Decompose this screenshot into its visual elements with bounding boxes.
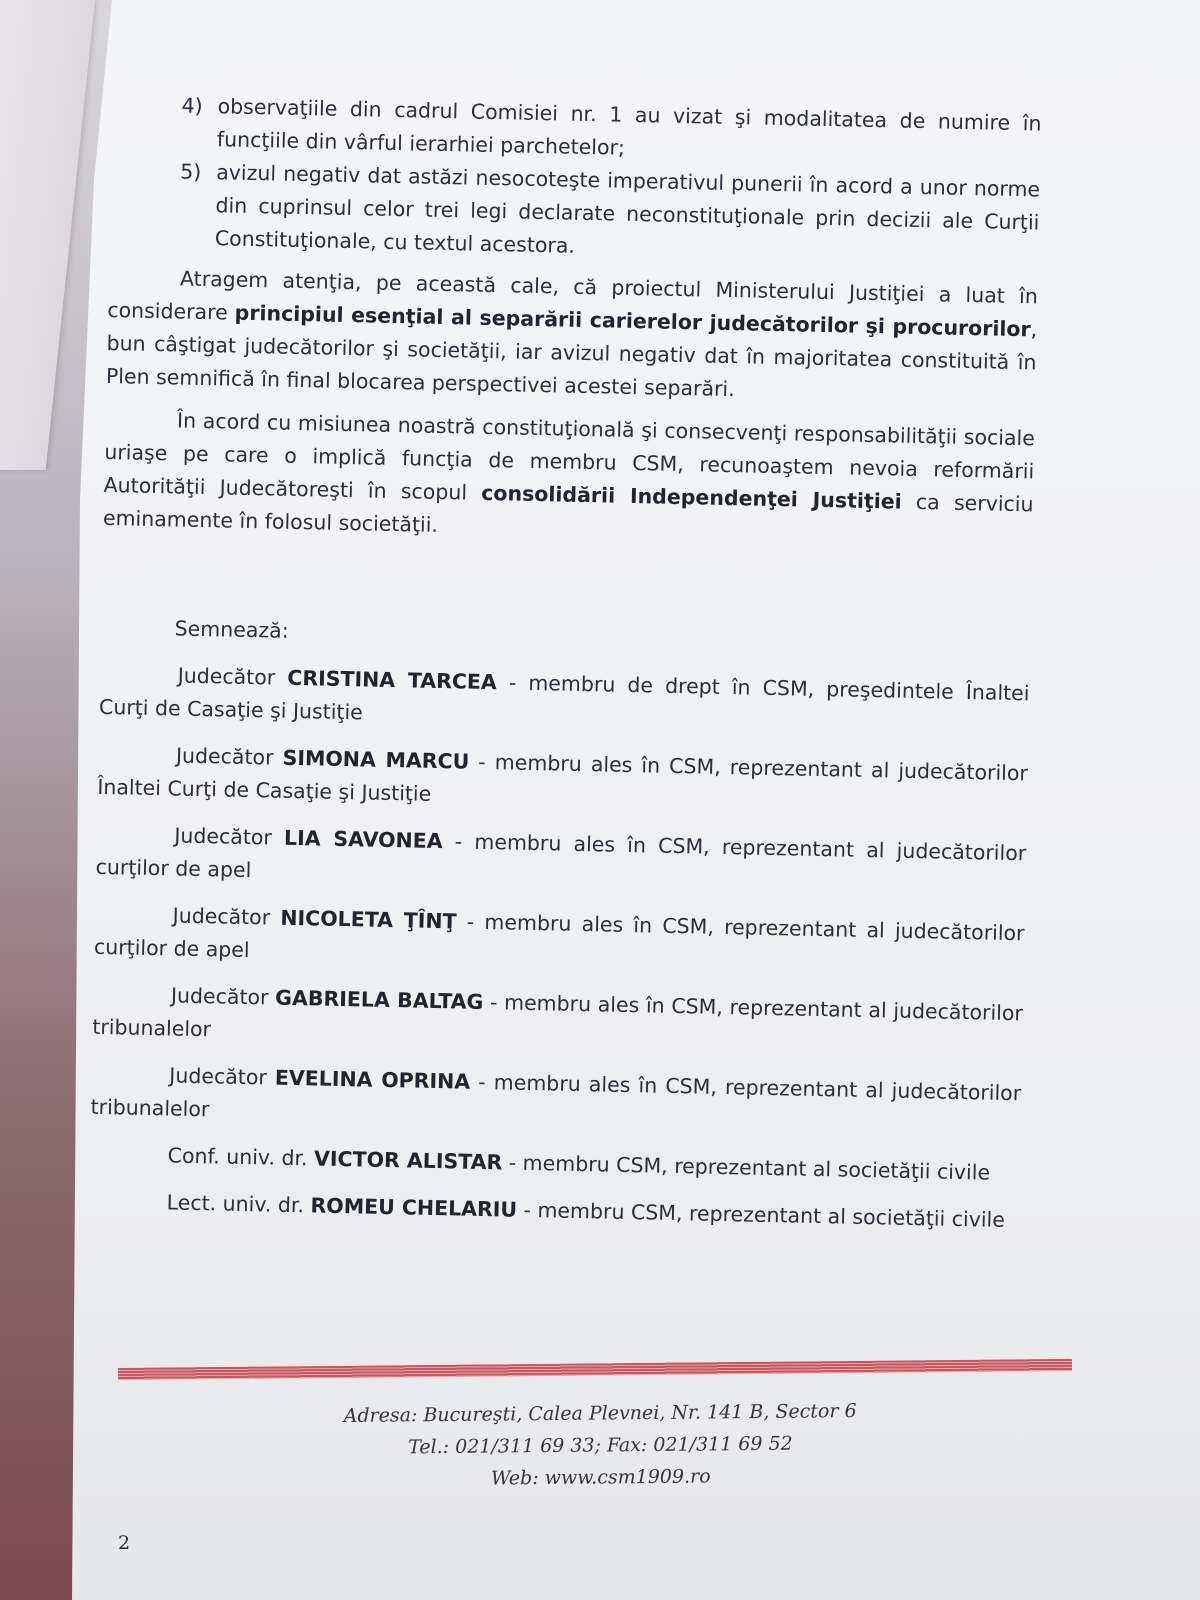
footer-address: Adresa: Bucureşti, Calea Plevnei, Nr. 141 B, Sector 6	[343, 1400, 857, 1427]
signatory-role: - membru ales în CSM, reprezentant al judecătorilor curţilor de apel	[95, 829, 1027, 883]
signatory-title: Judecător	[177, 663, 288, 690]
signatory-role: - membru ales în CSM, reprezentant al judecătorilor tribunalelor	[90, 1069, 1022, 1122]
sign-heading: Semnează:	[174, 616, 289, 643]
signatory-name: SIMONA MARCU	[282, 745, 470, 774]
signatory-5	[92, 978, 1023, 1063]
paragraph-text: ca serviciu eminamente în folosul societăţii.	[102, 489, 1034, 537]
footer	[340, 1395, 861, 1496]
signatory-title: Judecător	[175, 743, 283, 770]
footer-phone: Tel.: 021/311 69 33; Fax: 021/311 69 52	[408, 1432, 793, 1459]
signatory-name: CRISTINA TARCEA	[287, 665, 498, 695]
signatory-name: NICOLETA ŢÎNŢ	[280, 905, 457, 934]
signatory-title: Conf. univ. dr.	[167, 1143, 315, 1171]
page-number: 2	[118, 1532, 131, 1554]
paragraph-separation	[106, 261, 1039, 412]
signatory-role: - membru ales în CSM, reprezentant al judecătorilor tribunalelor	[92, 989, 1024, 1042]
signatory-4	[94, 898, 1025, 983]
signatory-role: - membru CSM, reprezentant al societăţii civile	[516, 1197, 1006, 1232]
paragraph-mission	[103, 403, 1036, 554]
list-text: observaţiile din cadrul Comisiei nr. 1 au vizat şi modalitatea de numire în funcţiile din vârful ierarhiei parchetelor;	[216, 94, 1042, 160]
paragraph-text: În acord cu misiunea noastră constituţională şi consecvenţi responsabilităţii sociale uriaşe pe care o implică funcţia de membru CSM, recunoaştem nevoia reformării Autorităţii Judecătoreşti în scopul	[103, 408, 1036, 505]
signatory-role: - membru de drept în CSM, preşedintele Înaltei Curţi de Casaţie şi Justiţie	[98, 670, 1030, 725]
list-number: 5)	[180, 159, 202, 184]
signatory-role: - membru CSM, reprezentant al societăţii civile	[502, 1150, 991, 1185]
paragraph-text: , bun câştigat judecătorilor şi societăţii, iar avizul negativ dat în majoritatea constituită în Plen semnifică în final blocarea perspectivei acestei separări.	[105, 317, 1038, 402]
signatory-6	[90, 1058, 1021, 1143]
list-item-5	[109, 154, 1041, 272]
signatory-title: Judecător	[169, 1063, 276, 1090]
signatory-role: - membru ales în CSM, reprezentant al judecătorilor Înaltei Curţi de Casaţie şi Justiţie	[97, 749, 1029, 806]
paragraph-bold-text: principiul esenţial al separării carierelor judecătorilor şi procurorilor	[234, 300, 1031, 342]
signatory-3	[95, 818, 1026, 903]
signatory-7	[89, 1138, 1019, 1190]
signatory-name: EVELINA OPRINA	[274, 1065, 471, 1094]
list-text: avizul negativ dat astăzi nesocoteşte imperativul punerii în acord a unor norme din cuprinsul celor trei legi declarate neconstituţionale prin decizii ale Curţii Constituţionale, cu textul acestora.	[214, 160, 1041, 258]
signatory-title: Judecător	[172, 903, 281, 930]
paragraph-bold-text: consolidării Independenţei Justiţiei	[481, 480, 902, 514]
footer-web: Web: www.csm1909.ro	[490, 1465, 711, 1490]
list-number: 4)	[181, 93, 203, 118]
signatory-role: - membru ales în CSM, reprezentant al judecătorilor curţilor de apel	[93, 909, 1025, 963]
document-body	[88, 88, 1041, 1237]
signatory-1	[99, 658, 1030, 743]
signatory-title: Judecător	[174, 823, 285, 850]
signatory-name: VICTOR ALISTAR	[313, 1146, 503, 1175]
signatory-name: GABRIELA BALTAG	[274, 985, 484, 1014]
paragraph-text: Atragem atenţia, pe această cale, că proiectul Ministerului Justiţiei a luat în considerare	[107, 266, 1039, 325]
signatory-title: Lect. univ. dr.	[166, 1190, 311, 1218]
signatory-2	[97, 738, 1028, 823]
signatory-name: ROMEU CHELARIU	[310, 1193, 518, 1222]
signatory-title: Judecător	[170, 983, 276, 1010]
signatory-name: LIA SAVONEA	[283, 825, 443, 854]
